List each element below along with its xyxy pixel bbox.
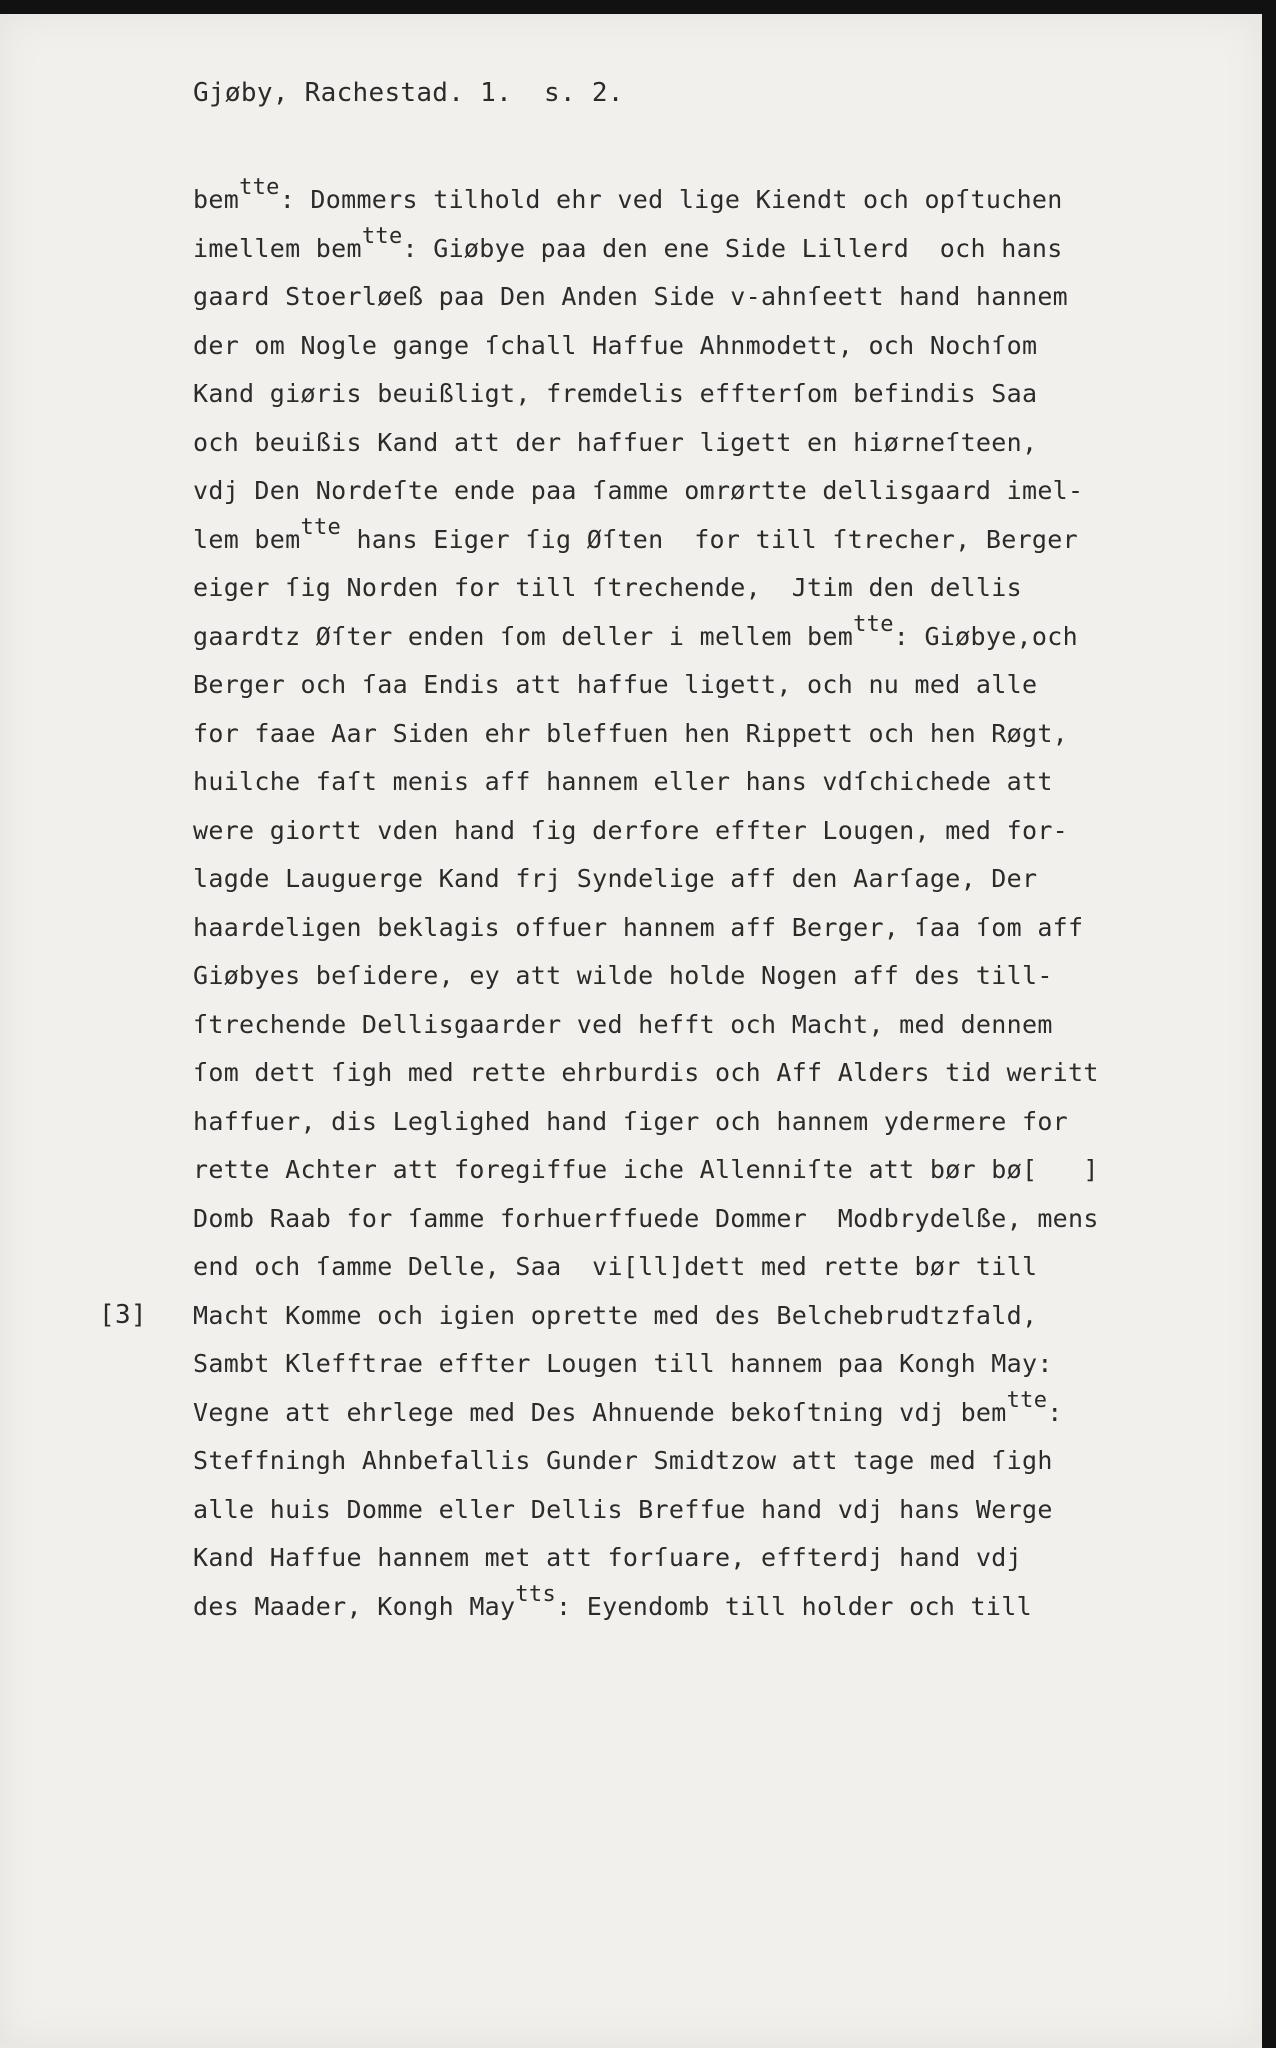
text-line [193,225,1099,274]
text-line [193,1486,1099,1535]
text-line [193,1243,1099,1292]
line-text: der om Nogle gange ſchall Haffue Ahnmodett, och Nochſom [193,330,1038,360]
text-line [193,1195,1099,1244]
text-line [193,1049,1099,1098]
document-header: Gjøby, Rachestad. 1. s. 2. [193,78,624,108]
line-text: lem bem [193,524,301,554]
line-text: : Giøbye paa den ene Side Lillerd och hans [402,233,1063,263]
superscript-abbrev: tts [515,1581,557,1607]
line-text: Vegne att ehrlege med Des Ahnuende bekoſtning vdj bem [193,1397,1007,1427]
text-line [193,467,1099,516]
line-text: imellem bem [193,233,362,263]
line-text: Macht Komme och igien oprette med des Belchebrudtzfald, [193,1300,1038,1330]
superscript-abbrev: tte [361,223,403,249]
text-line [193,855,1099,904]
text-line [193,1001,1099,1050]
superscript-abbrev: tte [239,175,280,200]
text-line [193,710,1099,759]
line-text: Kand giøris beuißligt, fremdelis effterſom befindis Saa [193,379,1038,408]
line-text: rette Achter att foregiffue iche Allenniſte att bør bø[ ] [193,1155,1099,1184]
line-text: huilche faſt menis aff hannem eller hans vdſchichede att [193,767,1053,796]
line-text: Steffningh Ahnbefallis Gunder Smidtzow att tage med ſigh [193,1446,1053,1475]
line-text: Berger och ſaa Endis att haffue ligett, och nu med alle [193,670,1038,699]
line-text: lagde Lauguerge Kand frj Syndelige aff den Aarſage, Der [193,864,1038,893]
line-text: Domb Raab for ſamme forhuerffuede Dommer Modbrydelße, mens [193,1203,1099,1233]
text-line [193,564,1099,613]
line-text: ſom dett ſigh med rette ehrburdis och Aff Alders tid weritt [193,1058,1099,1087]
superscript-abbrev: tte [853,611,894,637]
text-line [193,370,1099,419]
text-line [193,661,1099,710]
text-line [193,1098,1099,1147]
text-line [193,1583,1099,1632]
line-text: Kand Haffue hannem met att forſuare, effterdj hand vdj [193,1543,1022,1572]
line-text: gaardtz Øſter enden ſom deller i mellem bem [193,621,854,651]
text-line [193,807,1099,856]
text-line [193,419,1099,468]
line-text: haffuer, dis Leglighed hand ſiger och hannem ydermere for [193,1106,1069,1136]
superscript-abbrev: tte [300,514,342,540]
line-text: Sambt Klefftrae effter Lougen till hannem paa Kongh May: [193,1349,1053,1378]
line-text: eiger ſig Norden for till ſtrechende, Jtim den dellis [193,573,1022,602]
text-line [193,516,1099,565]
line-text: : Dommers tilhold ehr ved lige Kiendt och opſtuchen [279,185,1063,214]
text-line [193,322,1099,371]
text-line [193,1389,1099,1438]
text-line [193,1534,1099,1583]
margin-page-marker: [3] [99,1300,147,1330]
line-text: end och ſamme Delle, Saa vi[ll]dett med rette bør till [193,1252,1038,1281]
line-text: were giortt vden hand ſig derfore effter Lougen, med for- [193,815,1069,845]
text-line [193,952,1099,1001]
scan-border-right [1262,0,1276,2048]
line-text: alle huis Domme eller Dellis Breffue hand vdj hans Werge [193,1494,1053,1524]
text-line [193,1292,1099,1341]
text-line [193,1437,1099,1486]
scan-border-top [0,0,1276,14]
line-text: : Giøbye,och [893,621,1078,651]
transcription-body [193,176,1099,1631]
line-text: : [1047,1397,1063,1427]
superscript-abbrev: tte [1006,1387,1048,1413]
line-text: for faae Aar Siden ehr bleffuen hen Rippett och hen Røgt, [193,718,1069,748]
line-text: bem [193,185,240,214]
text-line [193,1340,1099,1389]
text-line [193,904,1099,953]
line-text: : Eyendomb till holder och till [556,1591,1032,1621]
line-text: hans Eiger ſig Øſten for till ſtrecher, Berger [341,524,1078,554]
text-line [193,273,1099,322]
line-text: ſtrechende Dellisgaarder ved hefft och Macht, med dennem [193,1009,1053,1039]
line-text: gaard Stoerløeß paa Den Anden Side v-ahnſeett hand hannem [193,282,1069,311]
line-text: Giøbyes beſidere, ey att wilde holde Nogen aff des till- [193,961,1053,990]
text-line [193,1146,1099,1195]
line-text: och beuißis Kand att der haffuer ligett en hiørneſteen, [193,427,1038,457]
line-text: des Maader, Kongh May [193,1591,516,1621]
line-text: haardeligen beklagis offuer hannem aff Berger, ſaa ſom aff [193,912,1084,942]
line-text: vdj Den Nordeſte ende paa ſamme omrørtte dellisgaard imel- [193,476,1084,505]
text-line [193,613,1099,662]
text-line [193,758,1099,807]
text-line [193,176,1099,225]
